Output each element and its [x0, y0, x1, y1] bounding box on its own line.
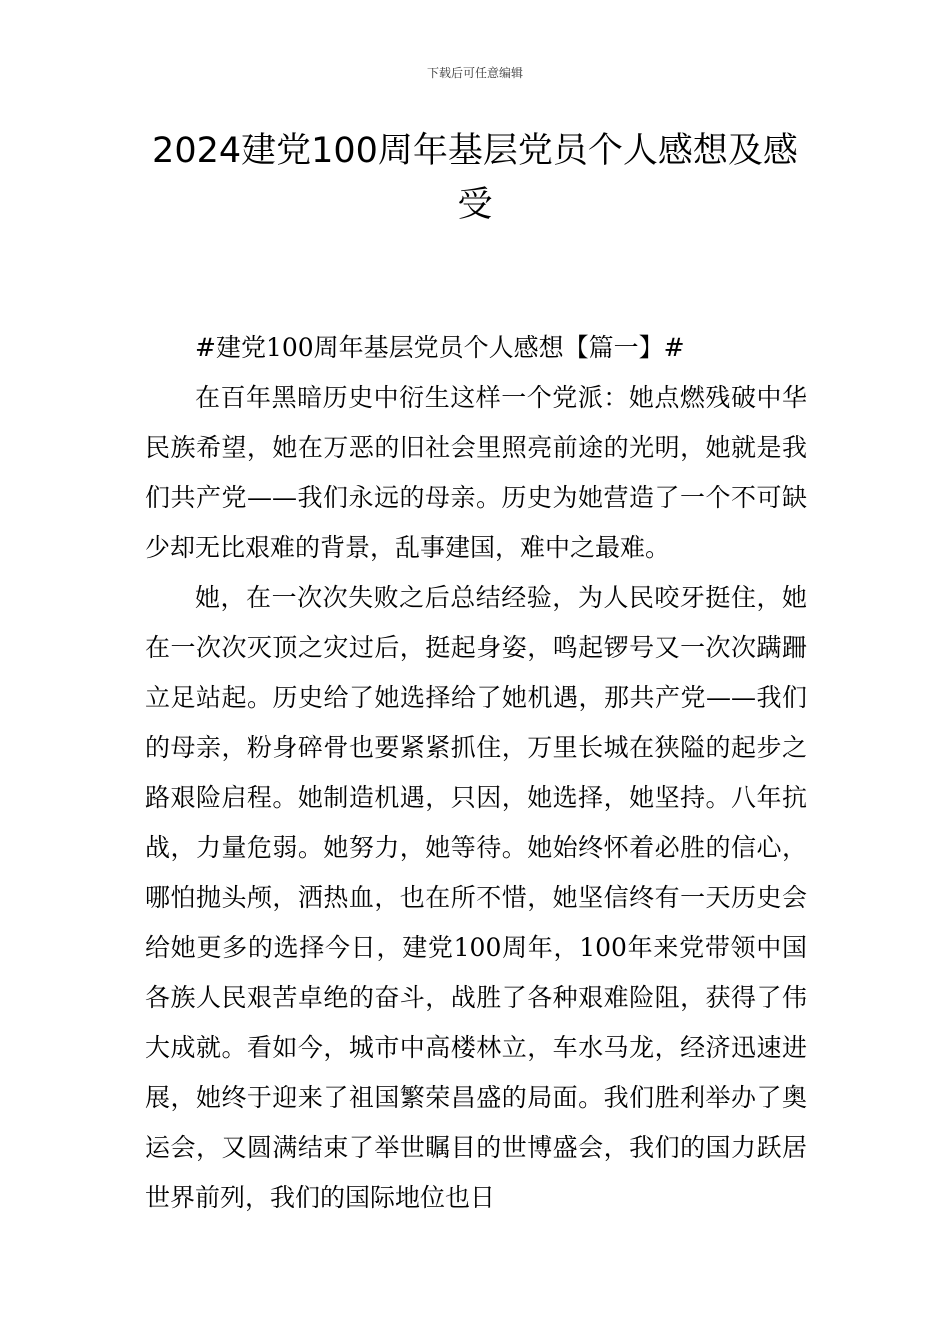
- header-note: 下载后可任意编辑: [426, 66, 523, 80]
- paragraph: 在百年黑暗历史中衍生这样一个党派：她点燃残破中华民族希望，她在万恶的旧社会里照亮前途的光明，她就是我们共产党——我们永远的母亲。历史为她营造了一个不可缺少却无比艰难的背景，乱事建国，难中之最难。: [145, 383, 807, 562]
- document-title: 2024建党100周年基层党员个人感想及感受: [152, 131, 798, 225]
- document-body: [145, 323, 807, 1223]
- paragraph: 她，在一次次失败之后总结经验，为人民咬牙挺住，她在一次次灭顶之灾过后，挺起身姿，鸣起锣号又一次次蹒跚立足站起。历史给了她选择给了她机遇，那共产党——我们的母亲，粉身碎骨也要紧紧抓住，万里长城在狭隘的起步之路艰险启程。她制造机遇，只因，她选择，她坚持。八年抗战，力量危弱。她努力，她等待。她始终怀着必胜的信心，哪怕抛头颅，洒热血，也在所不惜，她坚信终有一天历史会给她更多的选择今日，建党100周年，100年来党带领中国各族人民艰苦卓绝的奋斗，战胜了各种艰难险阻，获得了伟大成就。看如今，城市中高楼林立，车水马龙，经济迅速进展，她终于迎来了祖国繁荣昌盛的局面。我们胜利举办了奥运会，又圆满结束了举世瞩目的世博盛会，我们的国力跃居世界前列，我们的国际地位也日: [145, 583, 807, 1212]
- section-heading: #建党100周年基层党员个人感想【篇一】#: [195, 333, 685, 362]
